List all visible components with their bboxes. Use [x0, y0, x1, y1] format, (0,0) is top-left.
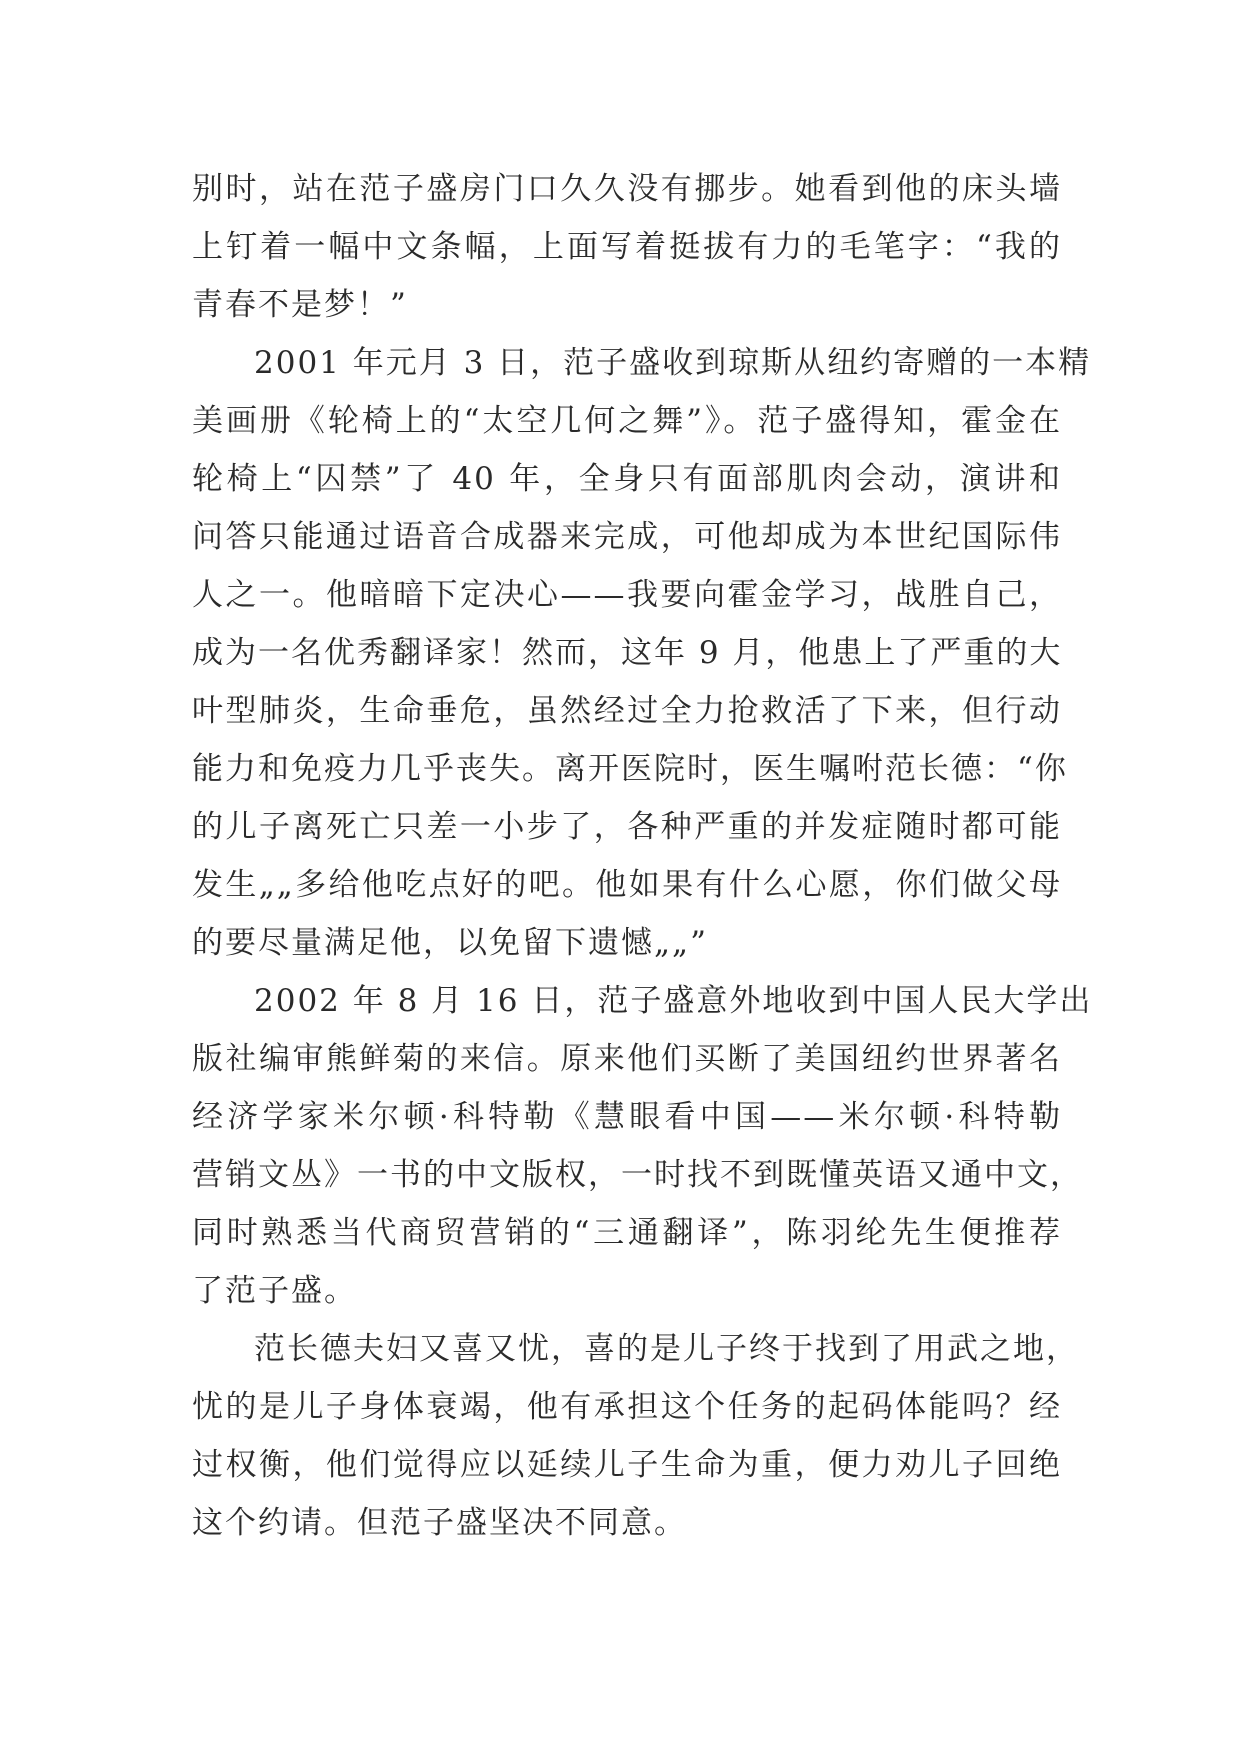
text-line: 营销文丛》一书的中文版权，一时找不到既懂英语又通中文， — [192, 1157, 1083, 1193]
text-line: 美画册《轮椅上的“太空几何之舞”》。范子盛得知，霍金在 — [192, 403, 1062, 439]
text-line: 能力和免疫力几乎丧失。离开医院时，医生嘱咐范长德：“你 — [192, 751, 1068, 787]
paragraph-2 — [192, 334, 1092, 972]
text-line: 忧的是儿子身体衰竭，他有承担这个任务的起码体能吗？经 — [192, 1389, 1062, 1425]
text-line: 过权衡，他们觉得应以延续儿子生命为重，便力劝儿子回绝 — [192, 1447, 1062, 1483]
text-line: 经济学家米尔顿·科特勒《慧眼看中国——米尔顿·科特勒 — [192, 1099, 1062, 1135]
body-text — [192, 160, 1093, 1552]
paragraph-4 — [192, 1320, 1079, 1552]
text-line: 轮椅上“囚禁”了 40 年，全身只有面部肌肉会动，演讲和 — [192, 461, 1062, 497]
paragraph-3 — [192, 972, 1093, 1320]
text-line: 了范子盛。 — [192, 1273, 357, 1309]
text-line: 别时，站在范子盛房门口久久没有挪步。她看到他的床头墙 — [192, 171, 1062, 207]
text-line: 人之一。他暗暗下定决心——我要向霍金学习，战胜自己， — [192, 577, 1062, 613]
text-line: 2002 年 8 月 16 日，范子盛意外地收到中国人民大学出 — [254, 983, 1093, 1019]
text-line: 青春不是梦！” — [192, 287, 408, 323]
text-line: 同时熟悉当代商贸营销的“三通翻译”，陈羽纶先生便推荐 — [192, 1215, 1062, 1251]
text-line: 叶型肺炎，生命垂危，虽然经过全力抢救活了下来，但行动 — [192, 693, 1062, 729]
text-line: 上钉着一幅中文条幅，上面写着挺拔有力的毛笔字：“我的 — [192, 229, 1062, 265]
text-line: 这个约请。但范子盛坚决不同意。 — [192, 1505, 687, 1541]
text-line: 2001 年元月 3 日，范子盛收到琼斯从纽约寄赠的一本精 — [254, 345, 1092, 381]
text-line: 的儿子离死亡只差一小步了，各种严重的并发症随时都可能 — [192, 809, 1062, 845]
text-line: 范长德夫妇又喜又忧，喜的是儿子终于找到了用武之地， — [254, 1331, 1079, 1367]
paragraph-1 — [192, 160, 1062, 334]
text-line: 发生„„多给他吃点好的吧。他如果有什么心愿，你们做父母 — [192, 867, 1062, 903]
text-line: 版社编审熊鲜菊的来信。原来他们买断了美国纽约世界著名 — [192, 1041, 1062, 1077]
text-line: 成为一名优秀翻译家！然而，这年 9 月，他患上了严重的大 — [192, 635, 1063, 671]
text-line: 问答只能通过语音合成器来完成，可他却成为本世纪国际伟 — [192, 519, 1062, 555]
text-line: 的要尽量满足他，以免留下遗憾„„” — [192, 925, 708, 961]
